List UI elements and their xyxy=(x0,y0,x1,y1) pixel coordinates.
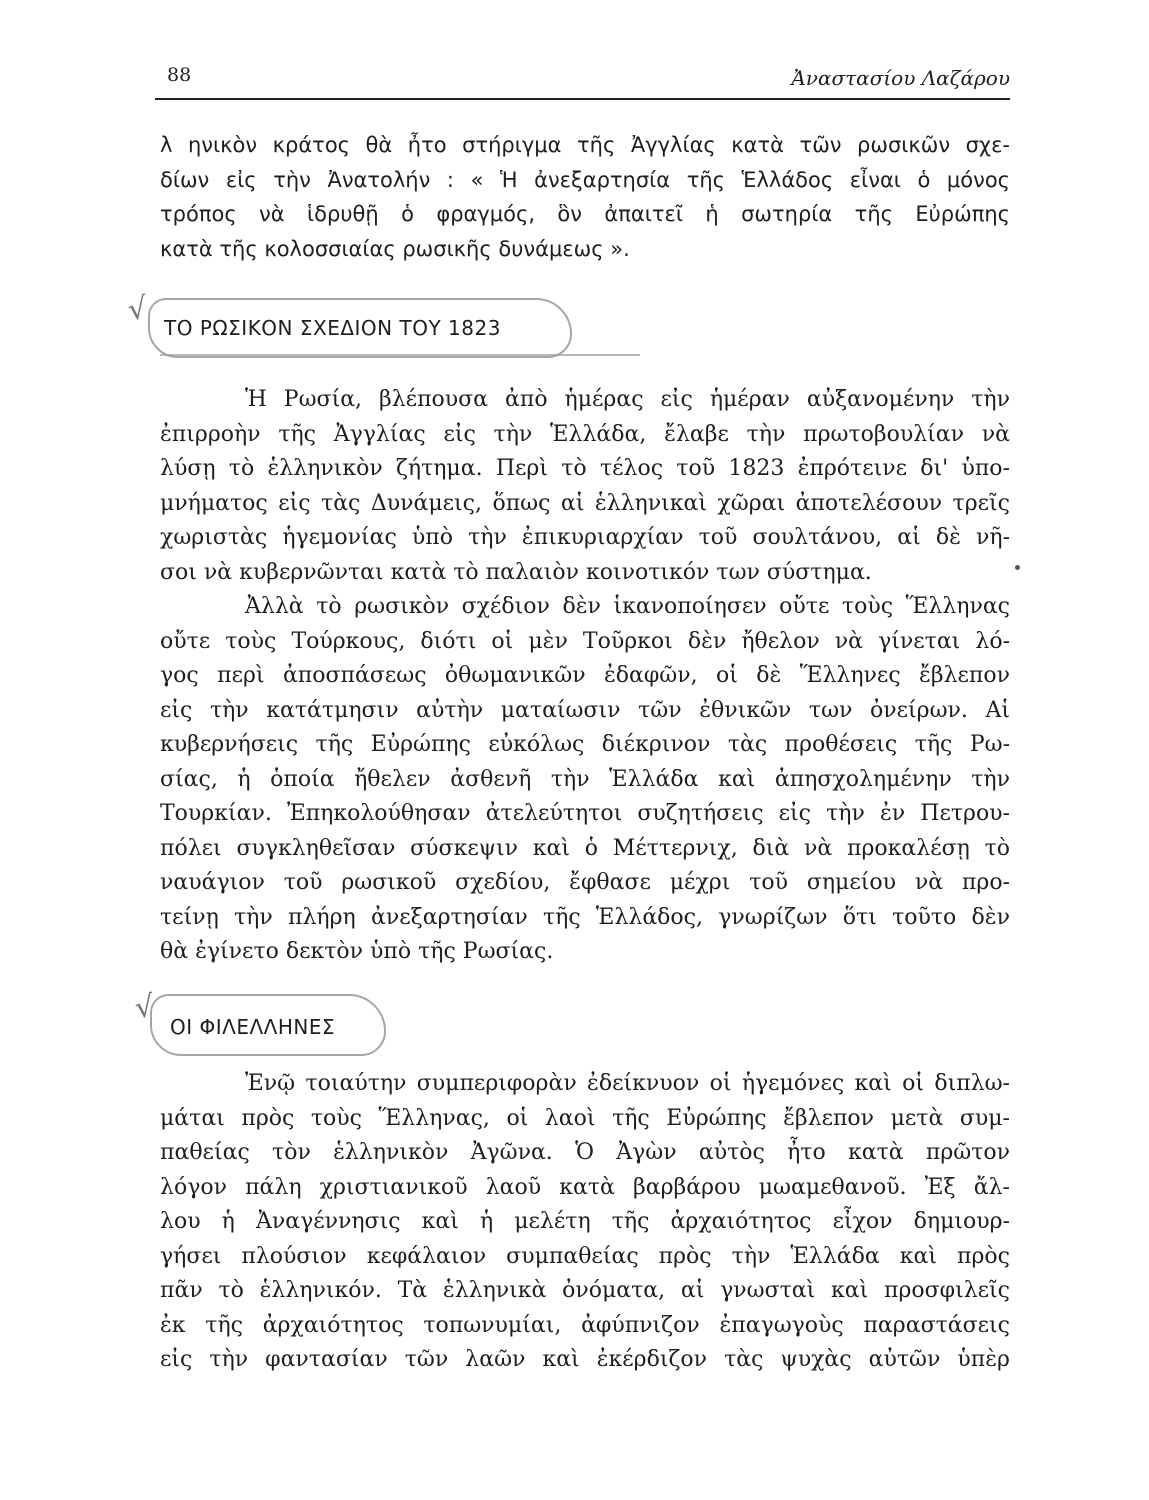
intro-paragraph xyxy=(160,128,1010,266)
text-line: ἐκ τῆς ἀρχαιότητος τοπωνυμίαι, ἀφύπνιζον ἐπαγωγοὺς παραστάσεις xyxy=(160,1312,1010,1338)
text-line: παθείας τὸν ἑλληνικὸν Ἀγῶνα. Ὁ Ἀγὼν αὐτὸς ἦτο κατὰ πρῶτον xyxy=(160,1140,1010,1165)
pencil-check-mark: √ xyxy=(125,290,150,329)
text-line: Ἐνῷ τοιαύτην συμπεριφορὰν ἐδείκνυον οἱ ἡγεμόνες καὶ οἱ διπλω- xyxy=(245,1071,1010,1096)
text-line: εἰς τὴν φαντασίαν τῶν λαῶν καὶ ἐκέρδιζον τὰς ψυχὰς αὐτῶν ὑπὲρ xyxy=(160,1347,1010,1372)
text-line: Τουρκίαν. Ἐπηκολούθησαν ἀτελεύτητοι συζητήσεις εἰς τὴν ἐν Πετρου- xyxy=(160,801,1010,826)
text-line: λόγον πάλη χριστιανικοῦ λαοῦ κατὰ βαρβάρου μωαμεθανοῦ. Ἐξ ἄλ- xyxy=(160,1174,1010,1200)
text-line: σίας, ἡ ὁποία ἤθελεν ἀσθενῆ τὴν Ἑλλάδα καὶ ἀπησχολημένην τὴν xyxy=(160,766,1010,792)
pencil-check-mark: √ xyxy=(132,988,157,1027)
text-line: ναυάγιον τοῦ ρωσικοῦ σχεδίου, ἔφθασε μέχρι τοῦ σημείου νὰ προ- xyxy=(160,870,1010,895)
text-line: γος περὶ ἀποσπάσεως ὀθωμανικῶν ἐδαφῶν, οἱ δὲ Ἕλληνες ἔβλεπον xyxy=(160,663,1010,688)
text-line: πᾶν τὸ ἑλληνικόν. Τὰ ἑλληνικὰ ὀνόματα, αἱ γνωσταὶ καὶ προσφιλεῖς xyxy=(160,1278,1010,1303)
text-line: κυβερνήσεις τῆς Εὐρώπης εὐκόλως διέκρινον τὰς προθέσεις τῆς Ρω- xyxy=(160,732,1010,757)
pencil-underline xyxy=(160,354,640,356)
text-line: Ἀλλὰ τὸ ρωσικὸν σχέδιον δὲν ἱκανοποίησεν οὔτε τοὺς Ἕλληνας xyxy=(245,594,1010,619)
text-line: ἐπιρροὴν τῆς Ἀγγλίας εἰς τὴν Ἑλλάδα, ἔλαβε τὴν πρωτοβουλίαν νὰ xyxy=(160,421,1010,447)
text-line: σοι νὰ κυβερνῶνται κατὰ τὸ παλαιὸν κοινοτικόν των σύστημα. xyxy=(160,559,872,585)
text-line: Ἡ Ρωσία, βλέπουσα ἀπὸ ἡμέρας εἰς ἡμέραν αὐξανομένην τὴν xyxy=(245,387,1010,412)
text-line: τείνῃ τὴν πλήρη ἀνεξαρτησίαν τῆς Ἑλλάδος, γνωρίζων ὅτι τοῦτο δὲν xyxy=(160,904,1010,930)
text-line: θὰ ἐγίνετο δεκτὸν ὑπὸ τῆς Ρωσίας. xyxy=(160,939,554,964)
text-line: εἰς τὴν κατάτμησιν αὐτὴν ματαίωσιν τῶν ἐθνικῶν των ὀνείρων. Αἱ xyxy=(160,697,1010,723)
text-line: λύσῃ τὸ ἑλληνικὸν ζήτημα. Περὶ τὸ τέλος τοῦ 1823 ἐπρότεινε δι' ὑπο- xyxy=(160,456,1010,481)
text-line: γήσει πλούσιον κεφάλαιον συμπαθείας πρὸς τὴν Ἑλλάδα καὶ πρὸς xyxy=(160,1243,1010,1269)
text-line: πόλει συγκληθεῖσαν σύσκεψιν καὶ ὁ Μέττερνιχ, διὰ νὰ προκαλέσῃ τὸ xyxy=(160,835,1010,861)
text-line: χωριστὰς ἡγεμονίας ὑπὸ τὴν ἐπικυριαρχίαν τοῦ σουλτάνου, αἱ δὲ νῆ- xyxy=(160,525,1010,550)
section2-paragraph1 xyxy=(160,1067,1010,1378)
text-line: λ ηνικὸν κράτος θὰ ἦτο στήριγμα τῆς Ἀγγλίας κατὰ τῶν ρωσικῶν σχε- xyxy=(160,133,1010,157)
text-line: τρόπος νὰ ἱδρυθῇ ὁ φραγμός, ὃν ἀπαιτεῖ ἡ σωτηρία τῆς Εὐρώπης xyxy=(160,202,1010,226)
text-line: λου ἡ Ἀναγέννησις καὶ ἡ μελέτη τῆς ἀρχαιότητος εἶχον δημιουρ- xyxy=(160,1209,1010,1234)
pencil-dot xyxy=(1015,565,1020,570)
section1-paragraph1 xyxy=(160,383,1010,590)
text-line: οὔτε τοὺς Τούρκους, διότι οἱ μὲν Τοῦρκοι δὲν ἤθελον νὰ γίνεται λό- xyxy=(160,628,1010,654)
page-number: 88 xyxy=(167,64,192,86)
page-header xyxy=(155,58,1010,100)
running-head: Ἀναστασίου Λαζάρου xyxy=(791,66,1010,90)
text-line: δίων εἰς τὴν Ἀνατολήν : « Ἡ ἀνεξαρτησία τῆς Ἑλλάδος εἶναι ὁ μόνος xyxy=(160,167,1010,192)
text-line: κατὰ τῆς κολοσσιαίας ρωσικῆς δυνάμεως ». xyxy=(160,236,630,261)
section1-paragraph2 xyxy=(160,590,1010,970)
section-heading-russian-plan: ΤΟ ΡΩΣΙΚΟΝ ΣΧΕΔΙΟΝ ΤΟΥ 1823 xyxy=(164,316,501,340)
text-line: μάται πρὸς τοὺς Ἕλληνας, οἱ λαοὶ τῆς Εὐρώπης ἔβλεπον μετὰ συμ- xyxy=(160,1105,1010,1131)
text-line: μνήματος εἰς τὰς Δυνάμεις, ὅπως αἱ ἑλληνικαὶ χῶραι ἀποτελέσουν τρεῖς xyxy=(160,490,1010,516)
section-heading-philhellenes: ΟΙ ΦΙΛΕΛΛΗΝΕΣ xyxy=(170,1015,336,1039)
